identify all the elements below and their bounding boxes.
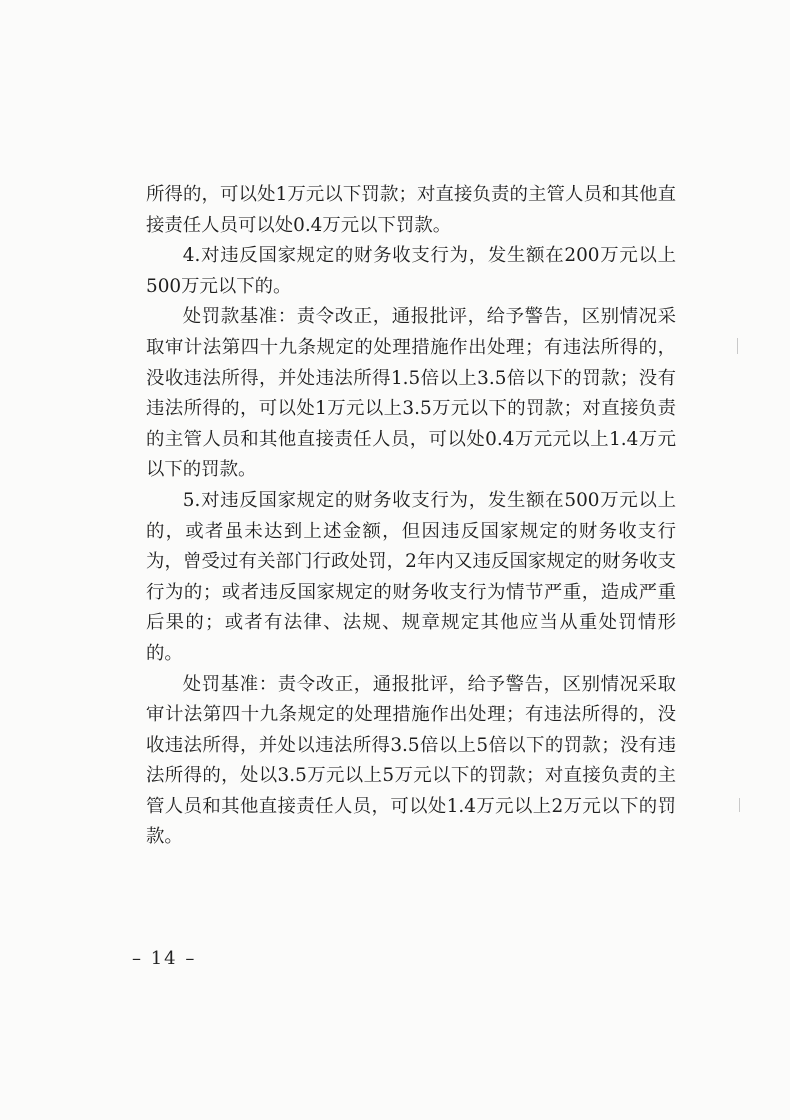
page-number-text: – 14 – [132, 948, 197, 969]
paragraph-item-4: 4.对违反国家规定的财务收支行为，发生额在200万元以上500万元以下的。 [146, 245, 676, 297]
scan-edge-mark [739, 798, 740, 812]
paragraph-continuation: 所得的，可以处1万元以下罚款；对直接负责的主管人员和其他直接责任人员可以处0.4万元以下罚款。 [146, 184, 676, 236]
paragraph-penalty-standard-5: 处罚基准：责令改正，通报批评，给予警告，区别情况采取审计法第四十九条规定的处理措施作出处理；有违法所得的，没收违法所得，并处以违法所得3.5倍以上5倍以下的罚款；没有违法所得的，处以3.5万元以上5万元以下的罚款；对直接负责的主管人员和其他直接责任人员，可以处1.4万元以上2万元以下的罚款。 [146, 673, 676, 848]
paragraph-penalty-standard-4: 处罚款基准：责令改正，通报批评，给予警告，区别情况采取审计法第四十九条规定的处理措施作出处理；有违法所得的，没收违法所得，并处违法所得1.5倍以上3.5倍以下的罚款；没有违法所得的，可以处1万元以上3.5万元以下的罚款；对直接负责的主管人员和其他直接责任人员，可以处0.4万元元以上1.4万元以下的罚款。 [146, 306, 676, 481]
scan-edge-mark [737, 338, 738, 354]
paragraph-item-5: 5.对违反国家规定的财务收支行为，发生额在500万元以上的，或者虽未达到上述金额，但因违反国家规定的财务收支行为，曾受过有关部门行政处罚，2年内又违反国家规定的财务收支行为的；或者违反国家规定的财务收支行为情节严重，造成严重后果的；或者有法律、法规、规章规定其他应当从重处罚情形的。 [146, 489, 676, 664]
document-body [146, 180, 676, 853]
